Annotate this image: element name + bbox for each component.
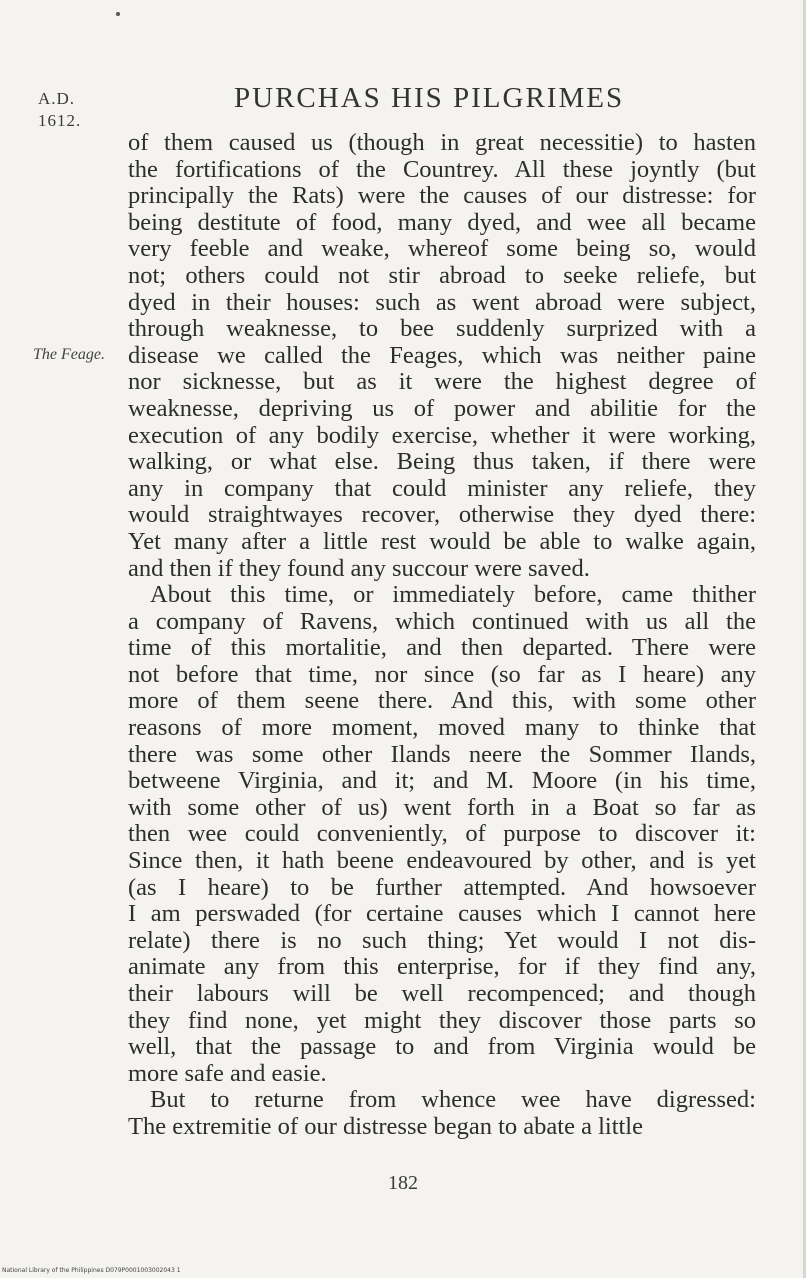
- text-line: About this time, or immediately before, came thither: [150, 582, 756, 609]
- text-line: time of this mortalitie, and then departed. There were: [128, 635, 756, 662]
- paragraph: [128, 1087, 756, 1140]
- text-line: reasons of more moment, moved many to thinke that: [128, 715, 756, 742]
- footer-credit: National Library of the Philippines D079P0001003002043 1: [2, 1267, 181, 1274]
- text-line: Yet many after a little rest would be able to walke again,: [128, 528, 756, 555]
- text-line: not; others could not stir abroad to seeke reliefe, but: [128, 262, 756, 289]
- text-line: disease we called the Feages, which was neither paine: [128, 342, 756, 369]
- text-line: dyed in their houses: such as went abroad were subject,: [128, 289, 756, 316]
- text-line: of them caused us (though in great necessitie) to hasten: [128, 130, 756, 156]
- text-line: they find none, yet might they discover those parts so: [128, 1007, 756, 1034]
- text-line: (as I heare) to be further attempted. And howsoever: [128, 874, 756, 901]
- margin-date: [38, 88, 108, 132]
- text-line: a company of Ravens, which continued with us all the: [128, 608, 756, 635]
- margin-date-era: A.D.: [38, 89, 76, 108]
- text-line: the fortifications of the Countrey. All these joyntly (but: [128, 156, 756, 183]
- text-line: betweene Virginia, and it; and M. Moore (in his time,: [128, 768, 756, 795]
- text-line: principally the Rats) were the causes of our distresse: for: [128, 183, 756, 210]
- text-line: The extremitie of our distresse began to abate a little: [128, 1113, 643, 1140]
- text-line: Since then, it hath beene endeavoured by other, and is yet: [128, 848, 756, 875]
- running-head: PURCHAS HIS PILGRIMES: [234, 82, 625, 114]
- text-line: through weaknesse, to bee suddenly surprized with a: [128, 316, 756, 343]
- text-line: more of them seene there. And this, with some other: [128, 688, 756, 715]
- text-line: their labours will be well recompenced; and though: [128, 981, 756, 1007]
- text-line: well, that the passage to and from Virginia would be: [128, 1034, 756, 1061]
- text-line: any in company that could minister any reliefe, they: [128, 475, 756, 502]
- text-line: But to returne from whence wee have digressed:: [150, 1087, 756, 1114]
- text-line: I am perswaded (for certaine causes which I cannot here: [128, 901, 756, 928]
- text-line: more safe and easie.: [128, 1060, 327, 1087]
- page-speck: [116, 12, 120, 16]
- text-line: and then if they found any succour were saved.: [128, 555, 590, 582]
- page-number: 182: [388, 1172, 418, 1194]
- text-line: nor sicknesse, but as it were the highest degree of: [128, 369, 756, 396]
- paragraph: [128, 582, 756, 1087]
- text-line: would straightwayes recover, otherwise they dyed there:: [128, 502, 756, 529]
- text-line: execution of any bodily exercise, whether it were working,: [128, 422, 756, 449]
- text-line: animate any from this enterprise, for if they find any,: [128, 954, 756, 981]
- text-line: there was some other Ilands neere the Sommer Ilands,: [128, 741, 756, 768]
- text-line: with some other of us) went forth in a Boat so far as: [128, 794, 756, 821]
- text-line: walking, or what else. Being thus taken, if there were: [128, 449, 756, 476]
- margin-date-year: 1612.: [38, 111, 82, 130]
- side-note: The Feage.: [33, 346, 105, 363]
- text-line: weaknesse, depriving us of power and abilitie for the: [128, 395, 756, 422]
- text-line: then wee could conveniently, of purpose to discover it:: [128, 821, 756, 848]
- paragraph: [128, 130, 756, 582]
- text-line: being destitute of food, many dyed, and wee all became: [128, 209, 756, 236]
- text-line: very feeble and weake, whereof some being so, would: [128, 236, 756, 263]
- text-line: relate) there is no such thing; Yet would I not dis-: [128, 927, 756, 954]
- text-line: not before that time, nor since (so far as I heare) any: [128, 661, 756, 688]
- body-text: [128, 130, 756, 1141]
